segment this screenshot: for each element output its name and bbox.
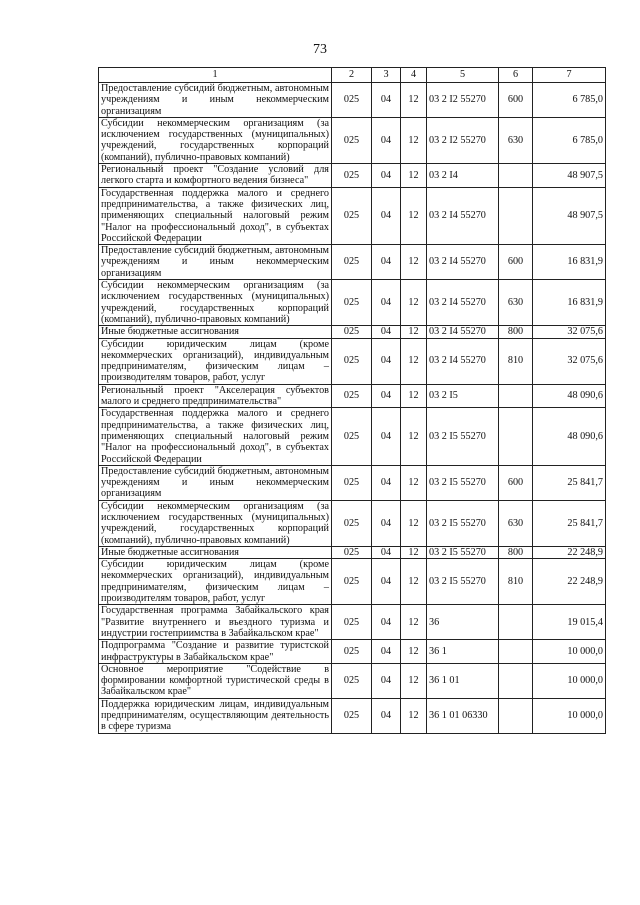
- ministry-code-cell: 025: [332, 83, 372, 118]
- row-name-cell: Поддержка юридическим лицам, индивидуальным предпринимателям, осуществляющим деятельность в сфере туризма: [99, 698, 332, 733]
- amount-cell: 48 090,6: [533, 384, 606, 408]
- target-article-cell: 03 2 I5 55270: [427, 465, 499, 500]
- section-cell: 04: [372, 164, 401, 188]
- budget-table: [98, 67, 606, 734]
- row-name-cell: Региональный проект "Создание условий для легкого старта и комфортного ведения бизнеса": [99, 164, 332, 188]
- table-row: [99, 245, 606, 280]
- table-row: [99, 338, 606, 384]
- section-cell: 04: [372, 408, 401, 465]
- subsection-cell: 12: [401, 338, 427, 384]
- subsection-cell: 12: [401, 326, 427, 338]
- subsection-cell: 12: [401, 187, 427, 244]
- section-cell: 04: [372, 326, 401, 338]
- row-name-cell: Основное мероприятие "Содействие в формировании комфортной туристической среды в Забайкальском крае": [99, 663, 332, 698]
- ministry-code-cell: 025: [332, 338, 372, 384]
- subsection-cell: 12: [401, 117, 427, 163]
- expense-type-cell: [499, 663, 533, 698]
- row-name-cell: Региональный проект "Акселерация субъектов малого и среднего предпринимательства": [99, 384, 332, 408]
- amount-cell: 32 075,6: [533, 338, 606, 384]
- section-cell: 04: [372, 640, 401, 664]
- target-article-cell: 36 1: [427, 640, 499, 664]
- amount-cell: 10 000,0: [533, 663, 606, 698]
- ministry-code-cell: 025: [332, 500, 372, 546]
- row-name-cell: Предоставление субсидий бюджетным, автономным учреждениям и иным некоммерческим организациям: [99, 83, 332, 118]
- row-name-cell: Подпрограмма "Создание и развитие туристской инфраструктуры в Забайкальском крае": [99, 640, 332, 664]
- amount-cell: 16 831,9: [533, 280, 606, 326]
- subsection-cell: 12: [401, 245, 427, 280]
- target-article-cell: 03 2 I5 55270: [427, 546, 499, 558]
- subsection-cell: 12: [401, 280, 427, 326]
- subsection-cell: 12: [401, 663, 427, 698]
- expense-type-cell: 800: [499, 326, 533, 338]
- amount-cell: 25 841,7: [533, 500, 606, 546]
- row-name-cell: Государственная программа Забайкальского края "Развитие внутреннего и въездного туризма и индустрии гостеприимства в Забайкальском крае": [99, 605, 332, 640]
- table-row: [99, 326, 606, 338]
- expense-type-cell: [499, 605, 533, 640]
- section-cell: 04: [372, 245, 401, 280]
- table-row: [99, 408, 606, 465]
- page-number: 73: [313, 42, 327, 57]
- table-row: [99, 117, 606, 163]
- ministry-code-cell: 025: [332, 384, 372, 408]
- subsection-cell: 12: [401, 164, 427, 188]
- table-row: [99, 187, 606, 244]
- expense-type-cell: [499, 698, 533, 733]
- target-article-cell: 03 2 I5 55270: [427, 559, 499, 605]
- section-cell: 04: [372, 384, 401, 408]
- amount-cell: 25 841,7: [533, 465, 606, 500]
- row-name-cell: Государственная поддержка малого и среднего предпринимательства, а также физических лиц, применяющих специальный налоговый режим "Налог на профессиональный доход", в субъектах Российской Федерации: [99, 408, 332, 465]
- amount-cell: 16 831,9: [533, 245, 606, 280]
- subsection-cell: 12: [401, 83, 427, 118]
- header-cell: 4: [401, 68, 427, 83]
- section-cell: 04: [372, 698, 401, 733]
- ministry-code-cell: 025: [332, 117, 372, 163]
- target-article-cell: 36 1 01: [427, 663, 499, 698]
- section-cell: 04: [372, 465, 401, 500]
- amount-cell: 48 907,5: [533, 164, 606, 188]
- target-article-cell: 03 2 I4 55270: [427, 187, 499, 244]
- target-article-cell: 03 2 I4 55270: [427, 338, 499, 384]
- subsection-cell: 12: [401, 384, 427, 408]
- ministry-code-cell: 025: [332, 187, 372, 244]
- expense-type-cell: 810: [499, 338, 533, 384]
- amount-cell: 22 248,9: [533, 546, 606, 558]
- expense-type-cell: [499, 187, 533, 244]
- header-row: [99, 68, 606, 83]
- target-article-cell: 03 2 I5 55270: [427, 500, 499, 546]
- table-row: [99, 83, 606, 118]
- row-name-cell: Предоставление субсидий бюджетным, автономным учреждениям и иным некоммерческим организациям: [99, 245, 332, 280]
- header-cell: 5: [427, 68, 499, 83]
- section-cell: 04: [372, 500, 401, 546]
- amount-cell: 19 015,4: [533, 605, 606, 640]
- expense-type-cell: [499, 164, 533, 188]
- subsection-cell: 12: [401, 605, 427, 640]
- section-cell: 04: [372, 117, 401, 163]
- expense-type-cell: [499, 384, 533, 408]
- row-name-cell: Государственная поддержка малого и среднего предпринимательства, а также физических лиц, применяющих специальный налоговый режим "Налог на профессиональный доход", в субъектах Российской Федерации: [99, 187, 332, 244]
- amount-cell: 48 907,5: [533, 187, 606, 244]
- header-cell: 1: [99, 68, 332, 83]
- table-row: [99, 465, 606, 500]
- row-name-cell: Иные бюджетные ассигнования: [99, 326, 332, 338]
- amount-cell: 6 785,0: [533, 117, 606, 163]
- ministry-code-cell: 025: [332, 164, 372, 188]
- subsection-cell: 12: [401, 465, 427, 500]
- subsection-cell: 12: [401, 500, 427, 546]
- section-cell: 04: [372, 605, 401, 640]
- section-cell: 04: [372, 546, 401, 558]
- ministry-code-cell: 025: [332, 465, 372, 500]
- target-article-cell: 03 2 I4 55270: [427, 326, 499, 338]
- table-row: [99, 280, 606, 326]
- target-article-cell: 03 2 I4 55270: [427, 280, 499, 326]
- ministry-code-cell: 025: [332, 408, 372, 465]
- table-row: [99, 605, 606, 640]
- row-name-cell: Субсидии юридическим лицам (кроме некоммерческих организаций), индивидуальным предпринимателям, физическим лицам – производителям товаров, работ, услуг: [99, 338, 332, 384]
- table-row: [99, 500, 606, 546]
- target-article-cell: 03 2 I2 55270: [427, 83, 499, 118]
- amount-cell: 10 000,0: [533, 640, 606, 664]
- amount-cell: 6 785,0: [533, 83, 606, 118]
- target-article-cell: 36 1 01 06330: [427, 698, 499, 733]
- ministry-code-cell: 025: [332, 546, 372, 558]
- row-name-cell: Субсидии некоммерческим организациям (за исключением государственных (муниципальных) учреждений, государственных корпораций (компаний), публично-правовых компаний): [99, 500, 332, 546]
- ministry-code-cell: 025: [332, 559, 372, 605]
- section-cell: 04: [372, 83, 401, 118]
- table-row: [99, 640, 606, 664]
- expense-type-cell: 630: [499, 280, 533, 326]
- ministry-code-cell: 025: [332, 245, 372, 280]
- row-name-cell: Субсидии юридическим лицам (кроме некоммерческих организаций), индивидуальным предпринимателям, физическим лицам – производителям товаров, работ, услуг: [99, 559, 332, 605]
- table-row: [99, 698, 606, 733]
- table-row: [99, 559, 606, 605]
- row-name-cell: Субсидии некоммерческим организациям (за исключением государственных (муниципальных) учреждений, государственных корпораций (компаний), публично-правовых компаний): [99, 117, 332, 163]
- expense-type-cell: 600: [499, 83, 533, 118]
- target-article-cell: 03 2 I2 55270: [427, 117, 499, 163]
- subsection-cell: 12: [401, 640, 427, 664]
- ministry-code-cell: 025: [332, 605, 372, 640]
- ministry-code-cell: 025: [332, 663, 372, 698]
- header-cell: 2: [332, 68, 372, 83]
- amount-cell: 48 090,6: [533, 408, 606, 465]
- ministry-code-cell: 025: [332, 640, 372, 664]
- header-cell: 3: [372, 68, 401, 83]
- amount-cell: 32 075,6: [533, 326, 606, 338]
- section-cell: 04: [372, 280, 401, 326]
- table-row: [99, 546, 606, 558]
- expense-type-cell: 630: [499, 500, 533, 546]
- ministry-code-cell: 025: [332, 280, 372, 326]
- ministry-code-cell: 025: [332, 698, 372, 733]
- subsection-cell: 12: [401, 559, 427, 605]
- table-row: [99, 164, 606, 188]
- subsection-cell: 12: [401, 698, 427, 733]
- target-article-cell: 03 2 I4: [427, 164, 499, 188]
- subsection-cell: 12: [401, 546, 427, 558]
- expense-type-cell: 600: [499, 245, 533, 280]
- expense-type-cell: 630: [499, 117, 533, 163]
- expense-type-cell: [499, 640, 533, 664]
- header-cell: 7: [533, 68, 606, 83]
- expense-type-cell: [499, 408, 533, 465]
- expense-type-cell: 810: [499, 559, 533, 605]
- target-article-cell: 36: [427, 605, 499, 640]
- section-cell: 04: [372, 187, 401, 244]
- table-row: [99, 663, 606, 698]
- ministry-code-cell: 025: [332, 326, 372, 338]
- target-article-cell: 03 2 I4 55270: [427, 245, 499, 280]
- amount-cell: 10 000,0: [533, 698, 606, 733]
- section-cell: 04: [372, 559, 401, 605]
- row-name-cell: Иные бюджетные ассигнования: [99, 546, 332, 558]
- expense-type-cell: 600: [499, 465, 533, 500]
- amount-cell: 22 248,9: [533, 559, 606, 605]
- subsection-cell: 12: [401, 408, 427, 465]
- section-cell: 04: [372, 663, 401, 698]
- target-article-cell: 03 2 I5 55270: [427, 408, 499, 465]
- target-article-cell: 03 2 I5: [427, 384, 499, 408]
- expense-type-cell: 800: [499, 546, 533, 558]
- table-row: [99, 384, 606, 408]
- row-name-cell: Предоставление субсидий бюджетным, автономным учреждениям и иным некоммерческим организациям: [99, 465, 332, 500]
- header-cell: 6: [499, 68, 533, 83]
- section-cell: 04: [372, 338, 401, 384]
- row-name-cell: Субсидии некоммерческим организациям (за исключением государственных (муниципальных) учреждений, государственных корпораций (компаний), публично-правовых компаний): [99, 280, 332, 326]
